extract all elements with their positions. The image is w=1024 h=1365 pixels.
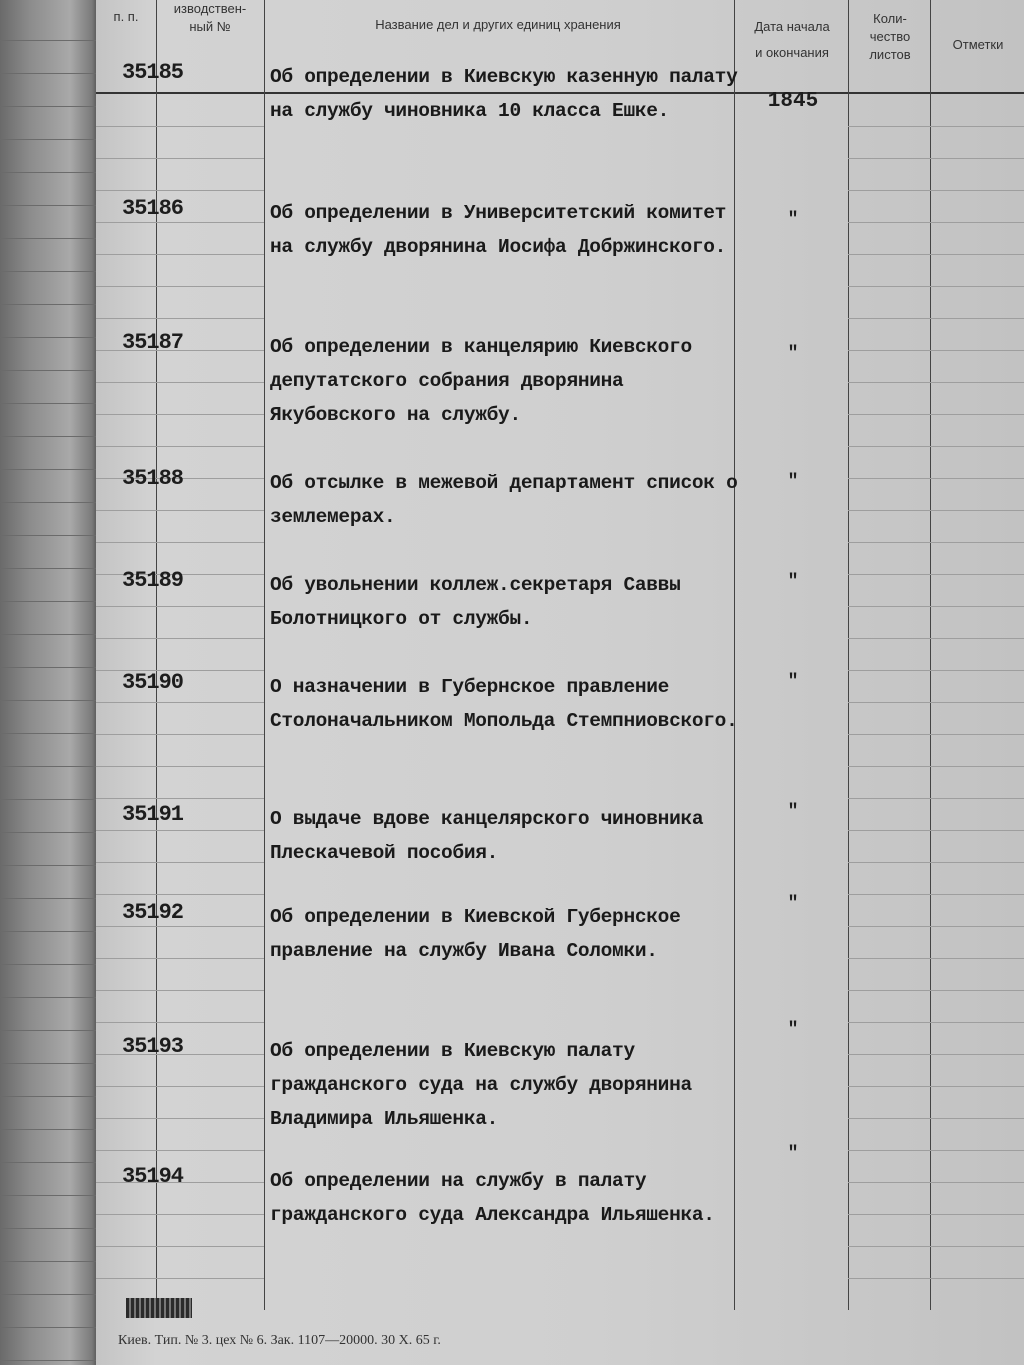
ruled-line xyxy=(156,734,264,735)
ruled-line xyxy=(96,542,156,543)
ruled-line xyxy=(848,542,930,543)
ruled-line xyxy=(848,446,930,447)
record-number: 35189 xyxy=(122,568,184,593)
ruled-line xyxy=(156,1278,264,1279)
ruled-line xyxy=(848,798,930,799)
ruled-line xyxy=(96,638,156,639)
spine-ruled-line xyxy=(0,1063,96,1064)
ruled-line xyxy=(96,158,156,159)
record-title: Об определении в Киевской Губернское правление на службу Ивана Соломки. xyxy=(270,906,681,962)
spine-ruled-line xyxy=(0,370,96,371)
ruled-line xyxy=(930,798,1024,799)
spine-ruled-line xyxy=(0,1195,96,1196)
ruled-line xyxy=(930,286,1024,287)
ruled-line xyxy=(156,126,264,127)
record-date: " xyxy=(787,344,799,364)
ruled-line xyxy=(848,382,930,383)
spine-ruled-line xyxy=(0,337,96,338)
spine-ruled-line xyxy=(0,271,96,272)
ruled-line xyxy=(96,830,156,831)
ruled-line xyxy=(96,254,156,255)
ruled-line xyxy=(156,990,264,991)
header-seq-number: п. п. xyxy=(113,9,139,24)
ruled-line xyxy=(930,766,1024,767)
spine-ruled-line xyxy=(0,172,96,173)
ruled-line xyxy=(96,1022,156,1023)
ruled-line xyxy=(848,158,930,159)
ruled-line xyxy=(848,350,930,351)
header-dates: Дата начала и окончания xyxy=(754,19,830,60)
spine-ruled-line xyxy=(0,1261,96,1262)
ruled-line xyxy=(96,382,156,383)
ruled-line xyxy=(848,1118,930,1119)
ruled-line xyxy=(96,894,156,895)
ruled-line xyxy=(96,958,156,959)
spine-ruled-line xyxy=(0,1228,96,1229)
ruled-line xyxy=(930,542,1024,543)
ruled-line xyxy=(156,1118,264,1119)
ruled-line xyxy=(156,958,264,959)
ruled-line xyxy=(848,958,930,959)
ruled-line xyxy=(848,766,930,767)
ruled-line xyxy=(848,510,930,511)
ruled-line xyxy=(930,1246,1024,1247)
ruled-line xyxy=(96,1150,156,1151)
header-sheet-count: Коли- чество листов xyxy=(869,11,911,62)
ruled-line xyxy=(96,1118,156,1119)
record-date: " xyxy=(787,894,799,914)
record-date: " xyxy=(787,1144,799,1164)
ruled-line xyxy=(156,1150,264,1151)
ruled-line xyxy=(848,606,930,607)
ruled-line xyxy=(930,894,1024,895)
record-number: 35191 xyxy=(122,802,184,827)
ruled-line xyxy=(930,1182,1024,1183)
ruled-line xyxy=(156,638,264,639)
ruled-line xyxy=(156,830,264,831)
ruled-line xyxy=(156,190,264,191)
ruled-line xyxy=(930,638,1024,639)
ruled-line xyxy=(930,510,1024,511)
ruled-line xyxy=(930,958,1024,959)
record-date: " xyxy=(787,1020,799,1040)
ruled-line xyxy=(848,830,930,831)
ruled-line xyxy=(930,926,1024,927)
spine-ruled-line xyxy=(0,964,96,965)
ruled-line xyxy=(848,1054,930,1055)
spine-ruled-line xyxy=(0,1129,96,1130)
spine-ruled-line xyxy=(0,535,96,536)
spine-ruled-line xyxy=(0,1294,96,1295)
ruled-line xyxy=(848,1086,930,1087)
spine-ruled-line xyxy=(0,1030,96,1031)
spine-ruled-line xyxy=(0,1327,96,1328)
ruled-line xyxy=(96,1214,156,1215)
ruled-line xyxy=(156,926,264,927)
record-number: 35190 xyxy=(122,670,184,695)
ruled-line xyxy=(848,574,930,575)
spine-ruled-line xyxy=(0,238,96,239)
record-number: 35188 xyxy=(122,466,184,491)
ruled-line xyxy=(96,926,156,927)
record-number: 35193 xyxy=(122,1034,184,1059)
ruled-line xyxy=(156,254,264,255)
ruled-line xyxy=(96,766,156,767)
spine-ruled-line xyxy=(0,667,96,668)
ruled-line xyxy=(930,1118,1024,1119)
ruled-line xyxy=(96,510,156,511)
ruled-line xyxy=(930,126,1024,127)
spine-ruled-line xyxy=(0,205,96,206)
ruled-line xyxy=(848,1278,930,1279)
ruled-line xyxy=(156,702,264,703)
ruled-line xyxy=(96,446,156,447)
ruled-line xyxy=(848,926,930,927)
spine-ruled-line xyxy=(0,832,96,833)
ruled-line xyxy=(930,254,1024,255)
header-notes: Отметки xyxy=(952,37,1004,52)
ruled-line xyxy=(96,798,156,799)
ruled-line xyxy=(930,1086,1024,1087)
binding-spine xyxy=(0,0,96,1365)
spine-ruled-line xyxy=(0,469,96,470)
archive-stamp-mark xyxy=(126,1298,192,1318)
ruled-line xyxy=(848,990,930,991)
record-date: " xyxy=(787,672,799,692)
ruled-line xyxy=(96,414,156,415)
ruled-line xyxy=(156,606,264,607)
ruled-line xyxy=(848,894,930,895)
spine-ruled-line xyxy=(0,304,96,305)
ruled-line xyxy=(156,222,264,223)
header-production-number: изводствен- ный № xyxy=(173,1,247,34)
ruled-line xyxy=(96,606,156,607)
ruled-line xyxy=(930,1054,1024,1055)
ruled-line xyxy=(930,1214,1024,1215)
ruled-line xyxy=(96,286,156,287)
ruled-line xyxy=(848,254,930,255)
column-divider xyxy=(848,0,849,1310)
ruled-line xyxy=(930,382,1024,383)
ruled-line xyxy=(156,766,264,767)
spine-ruled-line xyxy=(0,733,96,734)
spine-ruled-line xyxy=(0,1096,96,1097)
ruled-line xyxy=(930,1150,1024,1151)
spine-ruled-line xyxy=(0,997,96,998)
column-divider xyxy=(930,0,931,1310)
spine-ruled-line xyxy=(0,931,96,932)
ruled-line xyxy=(930,222,1024,223)
ruled-line xyxy=(930,1278,1024,1279)
ruled-line xyxy=(156,510,264,511)
record-number: 35187 xyxy=(122,330,184,355)
ruled-line xyxy=(930,446,1024,447)
ruled-line xyxy=(848,734,930,735)
record-number: 35185 xyxy=(122,60,184,85)
ruled-line xyxy=(930,862,1024,863)
spine-ruled-line xyxy=(0,865,96,866)
spine-ruled-line xyxy=(0,73,96,74)
spine-ruled-line xyxy=(0,1162,96,1163)
ruled-line xyxy=(930,478,1024,479)
spine-ruled-line xyxy=(0,898,96,899)
ruled-line xyxy=(930,350,1024,351)
ruled-line xyxy=(930,990,1024,991)
inventory-page xyxy=(96,0,1024,1365)
spine-ruled-line xyxy=(0,106,96,107)
ruled-line xyxy=(156,894,264,895)
ruled-line xyxy=(930,574,1024,575)
record-date: " xyxy=(787,472,799,492)
ruled-line xyxy=(96,222,156,223)
spine-ruled-line xyxy=(0,799,96,800)
spine-ruled-line xyxy=(0,601,96,602)
ruled-line xyxy=(930,1022,1024,1023)
ruled-line xyxy=(96,318,156,319)
record-title: Об определении в Университетский комитет на службу дворянина Иосифа Добржинского. xyxy=(270,202,727,258)
ruled-line xyxy=(848,670,930,671)
ruled-line xyxy=(930,670,1024,671)
ruled-line xyxy=(156,286,264,287)
ruled-line xyxy=(848,190,930,191)
ruled-line xyxy=(156,862,264,863)
record-number: 35186 xyxy=(122,196,184,221)
ruled-line xyxy=(848,286,930,287)
ruled-line xyxy=(156,1086,264,1087)
ruled-line xyxy=(96,1278,156,1279)
ruled-line xyxy=(156,1246,264,1247)
ruled-line xyxy=(930,318,1024,319)
ruled-line xyxy=(930,830,1024,831)
ruled-line xyxy=(848,862,930,863)
ruled-line xyxy=(848,1150,930,1151)
record-date: " xyxy=(787,802,799,822)
ruled-line xyxy=(96,1246,156,1247)
ruled-line xyxy=(930,606,1024,607)
ruled-line xyxy=(848,478,930,479)
column-divider xyxy=(264,0,265,1310)
record-number: 35194 xyxy=(122,1164,184,1189)
ruled-line xyxy=(96,126,156,127)
record-title: Об увольнении коллеж.секретаря Саввы Болотницкого от службы. xyxy=(270,574,681,630)
ruled-line xyxy=(848,1214,930,1215)
ruled-line xyxy=(848,222,930,223)
ruled-line xyxy=(96,734,156,735)
ruled-line xyxy=(156,318,264,319)
record-title: О назначении в Губернское правление Столоначальником Мопольда Стемпниовского. xyxy=(270,676,738,732)
ruled-line xyxy=(848,1182,930,1183)
ruled-line xyxy=(156,158,264,159)
ruled-line xyxy=(848,126,930,127)
ruled-line xyxy=(156,542,264,543)
ruled-line xyxy=(848,638,930,639)
ruled-line xyxy=(930,414,1024,415)
ruled-line xyxy=(96,862,156,863)
ruled-line xyxy=(848,702,930,703)
spine-ruled-line xyxy=(0,139,96,140)
ruled-line xyxy=(848,1246,930,1247)
ruled-line xyxy=(96,702,156,703)
record-date: 1845 xyxy=(767,90,819,113)
ruled-line xyxy=(156,798,264,799)
record-title: Об определении в Киевскую палату гражданского суда на службу дворянина Владимира Ильяшенка. xyxy=(270,1040,692,1130)
spine-ruled-line xyxy=(0,403,96,404)
ruled-line xyxy=(930,190,1024,191)
spine-ruled-line xyxy=(0,700,96,701)
ruled-line xyxy=(156,446,264,447)
printer-imprint: Киев. Тип. № 3. цех № 6. Зак. 1107—20000. 30 Х. 65 г. xyxy=(118,1333,441,1348)
ruled-line xyxy=(156,414,264,415)
spine-ruled-line xyxy=(0,1360,96,1361)
ruled-line xyxy=(96,990,156,991)
spine-ruled-line xyxy=(0,40,96,41)
ruled-line xyxy=(930,158,1024,159)
spine-ruled-line xyxy=(0,436,96,437)
header-title: Название дел и других единиц хранения xyxy=(375,17,621,32)
ruled-line xyxy=(96,1086,156,1087)
ruled-line xyxy=(96,190,156,191)
ruled-line xyxy=(156,382,264,383)
ruled-line xyxy=(848,318,930,319)
spine-ruled-line xyxy=(0,502,96,503)
record-number: 35192 xyxy=(122,900,184,925)
ruled-line xyxy=(930,734,1024,735)
spine-ruled-line xyxy=(0,568,96,569)
record-title: Об определении в канцелярию Киевского депутатского собрания дворянина Якубовского на службу. xyxy=(270,336,692,426)
ruled-line xyxy=(156,1214,264,1215)
spine-ruled-line xyxy=(0,634,96,635)
record-title: Об отсылке в межевой департамент список о землемерах. xyxy=(270,472,738,528)
record-date: " xyxy=(787,210,799,230)
record-title: Об определении на службу в палату гражданского суда Александра Ильяшенка. xyxy=(270,1170,715,1226)
record-title: Об определении в Киевскую казенную палату на службу чиновника 10 класса Ешке. xyxy=(270,66,738,122)
ruled-line xyxy=(156,1022,264,1023)
ruled-line xyxy=(848,1022,930,1023)
record-title: О выдаче вдове канцелярского чиновника Плескачевой пособия. xyxy=(270,808,704,864)
ruled-line xyxy=(848,414,930,415)
ruled-line xyxy=(930,702,1024,703)
record-date: " xyxy=(787,572,799,592)
spine-ruled-line xyxy=(0,766,96,767)
